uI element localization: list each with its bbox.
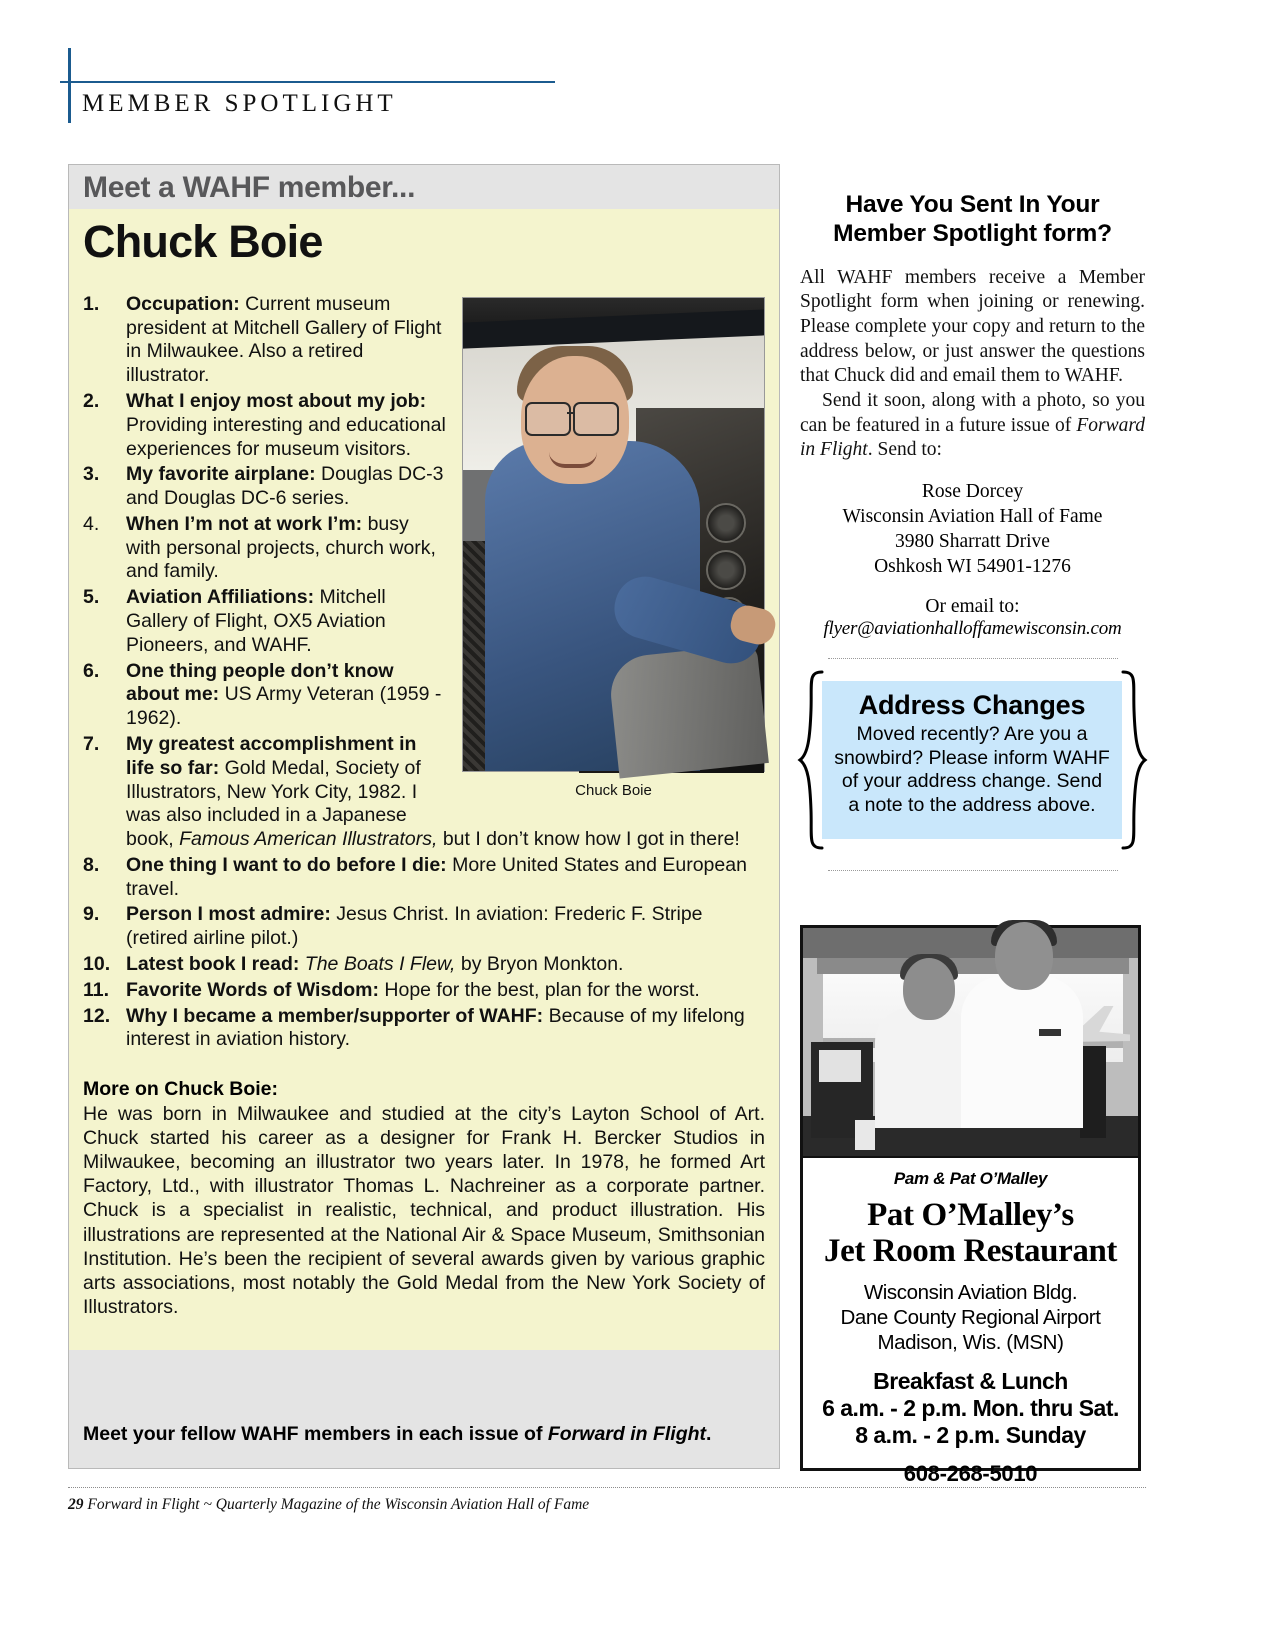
question-label: Latest book I read: <box>126 952 300 975</box>
question-item <box>83 953 765 977</box>
article-footer-band <box>69 1350 779 1468</box>
article-footer-note-title: Forward in Flight <box>547 1423 707 1445</box>
question-label: One thing I want to do before I die: <box>126 853 447 876</box>
article-footer-note-tail: . <box>706 1423 712 1445</box>
question-number: 7. <box>83 732 100 755</box>
sidebar-paragraph-2-title: Forward in Flight <box>800 414 1145 461</box>
sidebar-paragraph-2-tail: . Send to: <box>867 439 942 461</box>
meet-member-band <box>69 165 779 209</box>
sidebar-headline <box>800 190 1145 249</box>
header-accent-horizontal-rule <box>60 81 555 83</box>
meet-member-label: Meet a WAHF member... <box>83 171 416 204</box>
question-number: 2. <box>83 390 100 413</box>
sidebar-paragraph-2-lead: Send it soon, along with a photo, so you can be featured in a future issue of <box>800 390 1145 436</box>
sidebar-column <box>800 190 1145 871</box>
question-answer-title: Famous American Illustrators, <box>179 828 438 851</box>
question-item <box>83 903 765 951</box>
question-label: Aviation Affiliations: <box>126 586 315 609</box>
question-label: When I’m not at work I’m: <box>126 512 363 535</box>
question-answer: Hope for the best, plan for the worst. <box>378 978 700 1001</box>
sidebar-paragraph-1: All WAHF members receive a Member Spotlight form when joining or renewing. Please complete your copy and return to the address below, or just answer the questions that Chuck did and email them to WAHF. <box>800 266 1145 387</box>
question-item <box>83 1005 765 1053</box>
address-changes-title: Address Changes <box>858 689 1086 720</box>
question-label: Person I most admire: <box>126 903 331 926</box>
question-label: My greatest accomplishment in life so far: <box>126 732 417 779</box>
sidebar-headline-line1: Have You Sent In Your <box>845 191 1100 218</box>
question-answer: busy with personal projects, church work, and family. <box>126 512 436 583</box>
address-changes-callout <box>800 681 1145 846</box>
question-label: My favorite airplane: <box>126 463 316 486</box>
question-number: 6. <box>83 659 100 682</box>
member-name-heading: Chuck Boie <box>83 216 323 267</box>
question-answer: Because of my lifelong interest in aviation history. <box>126 1004 745 1051</box>
question-number: 9. <box>83 903 100 926</box>
question-answer: Current museum president at Mitchell Gallery of Flight in Milwaukee. Also a retired illustrator. <box>126 292 442 387</box>
member-spotlight-article <box>68 164 780 1469</box>
restaurant-name-line2: Jet Room Restaurant <box>823 1232 1117 1269</box>
more-about-heading: More on Chuck Boie: <box>83 1078 279 1101</box>
sidebar-email-address[interactable]: flyer@aviationhalloffamewisconsin.com <box>823 617 1122 639</box>
question-item <box>83 293 765 388</box>
article-footer-note-lead: Meet your fellow WAHF members in each issue of <box>83 1423 548 1445</box>
page-header <box>68 48 1158 128</box>
question-answer: Providing interesting and educational experiences for museum visitors. <box>126 413 446 460</box>
question-label: One thing people don’t know about me: <box>126 659 394 706</box>
question-item <box>83 586 765 657</box>
question-number: 3. <box>83 463 100 486</box>
restaurant-advertisement[interactable] <box>800 925 1141 1487</box>
article-body-panel <box>69 209 779 1369</box>
question-answer-tail: by Bryon Monkton. <box>455 952 624 975</box>
question-answer: More United States and European travel. <box>126 853 747 900</box>
question-number: 11. <box>83 978 110 1001</box>
question-number: 8. <box>83 853 100 876</box>
question-answer: Gold Medal, Society of Illustrators, New York City, 1982. I was also included in a Japanese book, <box>126 756 421 851</box>
footer-divider <box>68 1487 1146 1488</box>
address-line: Oshkosh WI 54901-1276 <box>874 555 1071 577</box>
footer-magazine-text: Forward in Flight ~ Quarterly Magazine of the Wisconsin Aviation Hall of Fame <box>83 1496 590 1513</box>
question-item <box>83 390 765 461</box>
restaurant-phone[interactable]: 608-268-5010 <box>903 1461 1038 1487</box>
question-answer: Jesus Christ. In aviation: Frederic F. Stripe (retired airline pilot.) <box>126 903 703 950</box>
header-accent-vertical-rule <box>68 48 71 123</box>
page-number: 29 <box>68 1496 84 1513</box>
question-answer: US Army Veteran (1959 - 1962). <box>126 683 442 730</box>
address-changes-text: Moved recently? Are you a snowbird? Please inform WAHF of your address change. Send a note to the address above. <box>834 722 1110 817</box>
question-number: 5. <box>83 586 100 609</box>
sidebar-email-lead: Or email to: <box>925 595 1020 617</box>
sidebar-divider-bottom <box>828 870 1118 871</box>
address-line: Wisconsin Aviation Hall of Fame <box>842 505 1103 527</box>
sidebar-paragraph-2 <box>800 389 1145 463</box>
question-item <box>83 854 765 902</box>
restaurant-photo <box>803 928 1138 1158</box>
address-line: 3980 Sharratt Drive <box>895 530 1050 552</box>
question-label: Occupation: <box>126 292 240 315</box>
question-label: Why I became a member/supporter of WAHF: <box>126 1004 544 1027</box>
left-brace-icon <box>798 670 824 850</box>
address-changes-panel <box>822 681 1122 839</box>
more-about-body: He was born in Milwaukee and studied at the city’s Layton School of Art. Chuck started his career as a designer for Frank H. Bercker Studios in Milwaukee, becoming an illustrator two years later. In 1978, he formed Art Factory, Ltd., with illustrator Thomas L. Nachreiner as a corporate partner. Chuck is a specialist in realistic, technical, and product illustration. His illustrations are represented at the National Air & Space Museum, Smithsonian Institution. He’s been the recipient of several awards given by various graphic arts associations, most notably the Gold Medal from the New York Society of Illustrators. <box>83 1103 765 1318</box>
page-title: MEMBER SPOTLIGHT <box>82 90 397 117</box>
question-item <box>83 463 765 511</box>
restaurant-hours-line3: 8 a.m. - 2 p.m. Sunday <box>855 1421 1086 1448</box>
question-item <box>83 660 765 731</box>
question-answer-tail: but I don’t know how I got in there! <box>437 828 740 851</box>
question-number: 4. <box>83 512 100 535</box>
member-question-list <box>83 293 765 1052</box>
sidebar-headline-line2: Member Spotlight form? <box>833 220 1112 248</box>
restaurant-photo-credit: Pam & Pat O’Malley <box>893 1169 1048 1188</box>
question-label: What I enjoy most about my job: <box>126 390 427 413</box>
question-number: 10. <box>83 952 111 975</box>
question-answer: Douglas DC-3 and Douglas DC-6 series. <box>126 463 444 510</box>
footer-credit-line <box>68 1496 1146 1514</box>
question-answer-title: The Boats I Flew, <box>304 952 456 975</box>
sidebar-divider-top <box>828 658 1118 659</box>
restaurant-address-line1: Wisconsin Aviation Bldg. <box>863 1281 1078 1305</box>
restaurant-name-line1: Pat O’Malley’s <box>867 1197 1074 1233</box>
question-label: Favorite Words of Wisdom: <box>126 978 379 1001</box>
restaurant-hours-line2: 6 a.m. - 2 p.m. Mon. thru Sat. <box>822 1394 1119 1421</box>
sidebar-mailing-address <box>800 480 1145 580</box>
question-number: 1. <box>83 292 100 315</box>
page-footer <box>68 1487 1146 1514</box>
question-item <box>83 733 765 852</box>
right-brace-icon <box>1121 670 1147 850</box>
restaurant-hours-line1: Breakfast & Lunch <box>873 1368 1068 1395</box>
sidebar-paragraphs <box>800 266 1145 463</box>
restaurant-hours <box>803 1368 1138 1448</box>
member-photo-caption: Chuck Boie <box>575 781 652 799</box>
restaurant-address <box>803 1280 1138 1355</box>
question-answer: Mitchell Gallery of Flight, OX5 Aviation Pioneers, and WAHF. <box>126 586 386 656</box>
address-line: Rose Dorcey <box>921 481 1024 503</box>
restaurant-name <box>803 1198 1138 1269</box>
question-item <box>83 979 765 1003</box>
restaurant-address-line3: Madison, Wis. (MSN) <box>877 1331 1064 1355</box>
restaurant-address-line2: Dane County Regional Airport <box>840 1306 1101 1330</box>
article-footer-note <box>83 1423 711 1446</box>
question-number: 12. <box>83 1004 111 1027</box>
question-item <box>83 513 765 584</box>
